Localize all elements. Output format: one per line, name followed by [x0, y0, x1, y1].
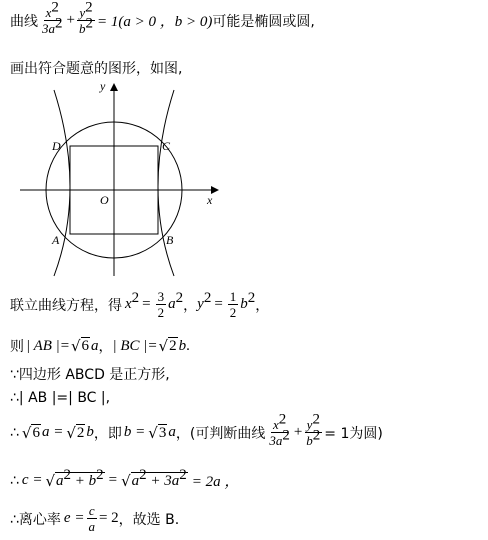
- axis-y-label: y: [100, 80, 106, 93]
- line3-frac-1-2: $\frac{1}{2}$: [229, 289, 237, 320]
- point-a-label: A: [52, 233, 60, 247]
- line3-frac-3-2: $\frac{3}{2}$: [157, 289, 165, 320]
- line-6: ∴| AB |=| BC |,: [10, 390, 111, 406]
- line-3: 联立曲线方程，得 $x^2$ = $\frac{3}{2}$ $a^2$ ， $y^2$ = $\frac{1}{2}$ $b^2$ ，: [10, 289, 270, 320]
- point-c-label: C: [162, 139, 171, 153]
- line1-equals: = 1(a > 0 ，b > 0): [96, 14, 213, 30]
- line-8: ∴ c = √ $a^2 + b^2$ = √ $a^2 + 3a^2$ = 2a ，: [10, 466, 240, 490]
- line-4: 则 | AB |= √ 6 a ， | BC |= √ 2 b .: [10, 337, 190, 355]
- line3-prefix: 联立曲线方程，得: [10, 297, 122, 314]
- line-2: 画出符合题意的图形，如图,: [10, 61, 183, 77]
- line1-prefix: 曲线: [10, 13, 38, 30]
- line1-plus: +: [66, 12, 75, 28]
- point-d-label: D: [52, 139, 61, 153]
- line-9: ∴离心率 e = $\frac{c}{a}$ = 2 ，故选 B.: [10, 503, 180, 534]
- line1-suffix: 可能是椭圆或圆,: [212, 13, 315, 30]
- line-7: ∴ √ 6 a = √ 2 b ，即 b = √ 3 a ，(可判断曲线 $\frac{x^2}{3a^2}$ + $\frac{y^2}{b^2}$ = 1为圆): [10, 411, 383, 448]
- line1-frac-y: $\frac{y^2}{b^2}$: [78, 0, 93, 36]
- line-1: [10, 0, 315, 36]
- left-curve: [54, 90, 70, 276]
- right-curve: [158, 90, 174, 276]
- line9-frac-c-a: $\frac{c}{a}$: [88, 503, 95, 534]
- line1-frac-x: $\frac{x^2}{3a^2}$: [42, 0, 63, 36]
- ellipse-circle-figure: [14, 80, 244, 280]
- line-5: ∵四边形 ABCD 是正方形,: [10, 367, 170, 383]
- origin-label: O: [100, 193, 109, 207]
- line7-frac-y: $\frac{y^2}{b^2}$: [306, 411, 321, 448]
- point-b-label: B: [166, 233, 174, 247]
- axis-x-label: x: [207, 193, 213, 207]
- line7-frac-x: $\frac{x^2}{3a^2}$: [269, 411, 290, 448]
